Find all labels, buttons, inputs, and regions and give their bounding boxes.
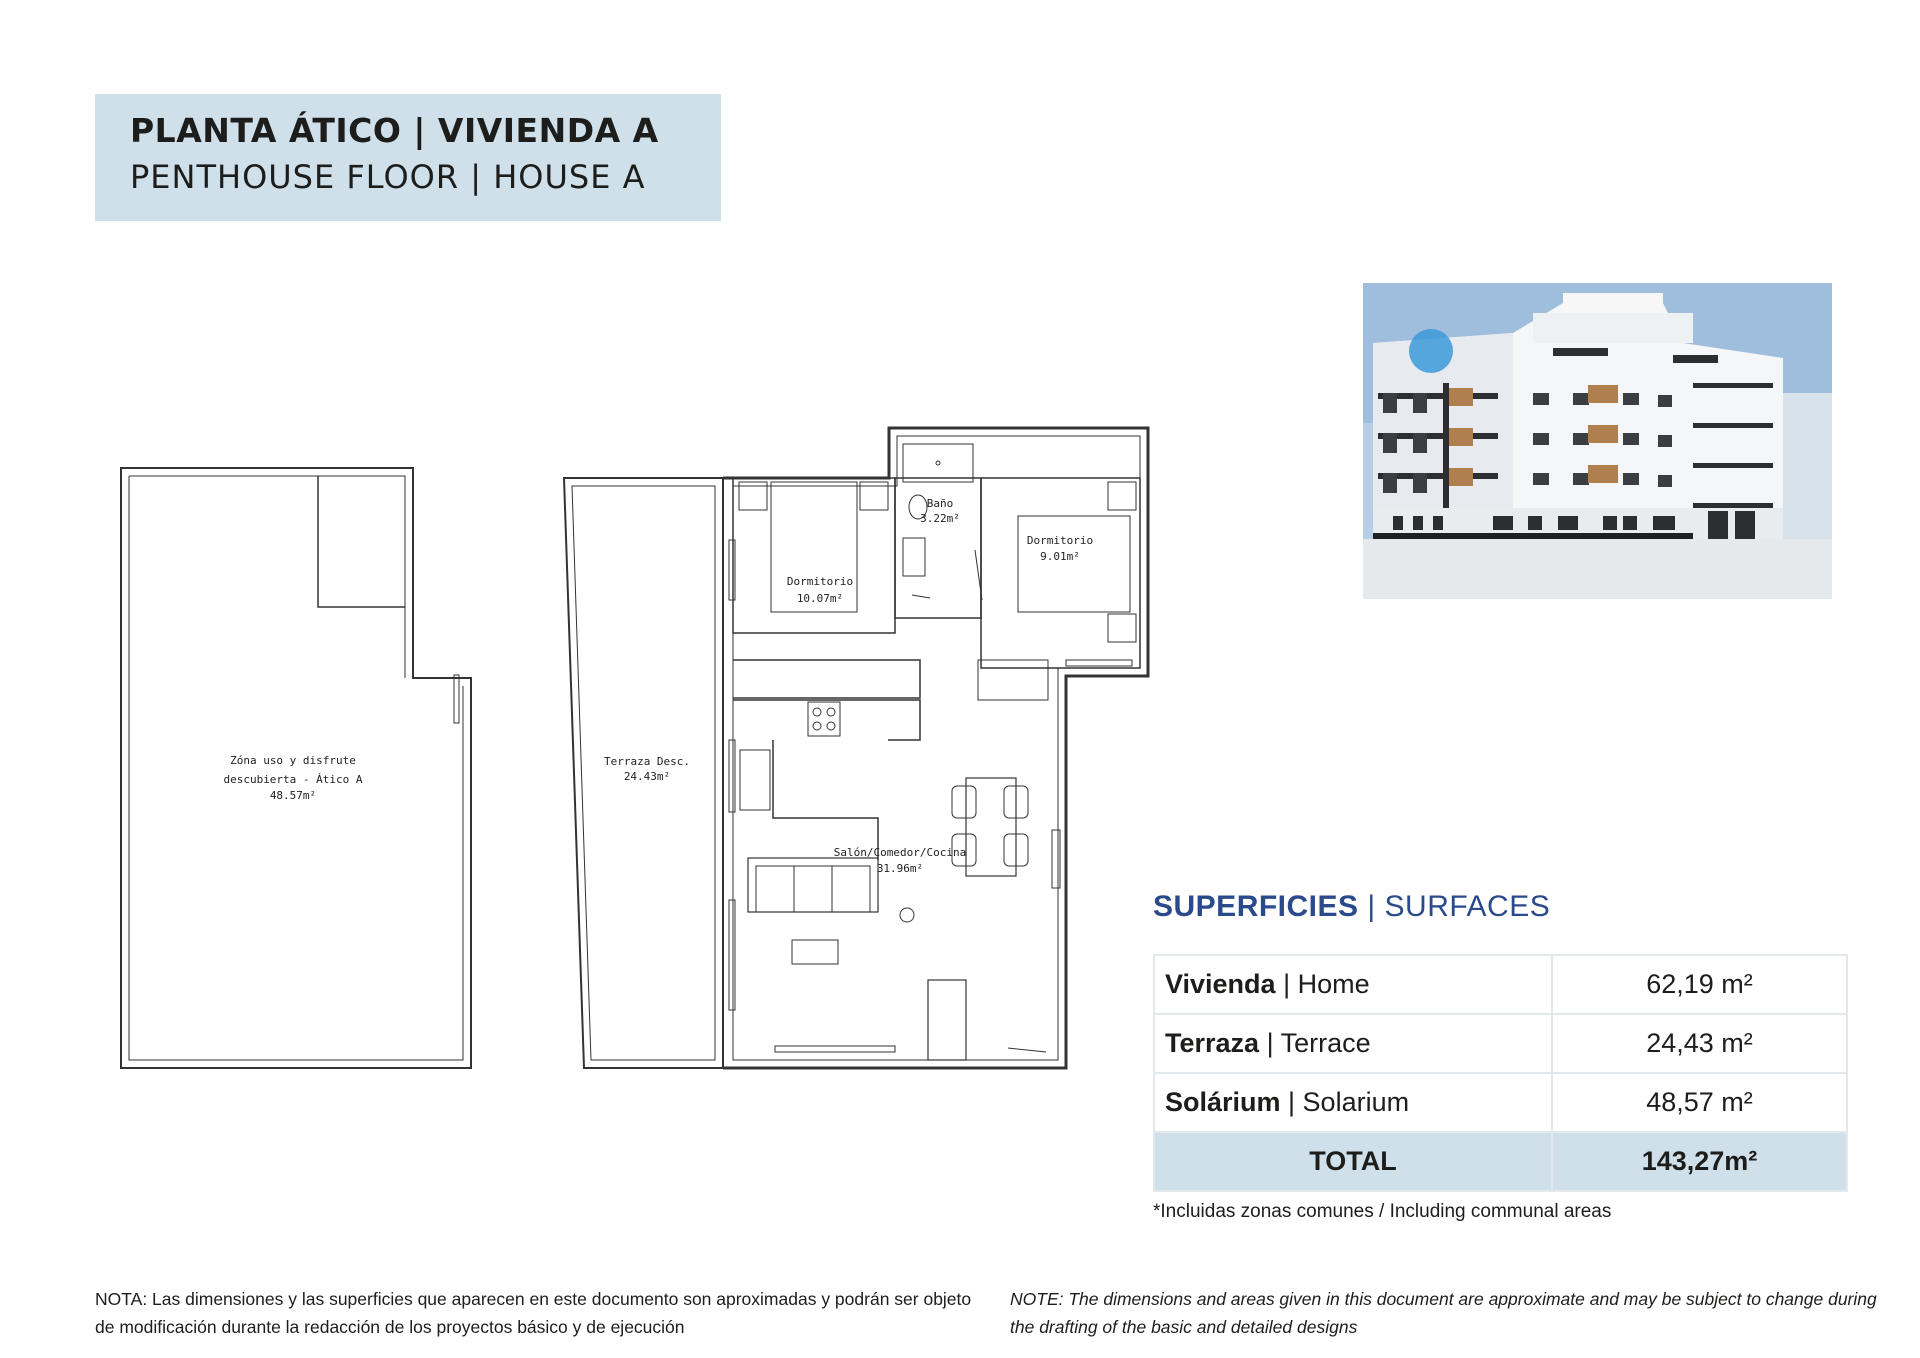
row-label <box>1154 1014 1552 1073</box>
solarium-area: 48.57m² <box>269 789 317 802</box>
table-row <box>1154 1073 1847 1132</box>
surfaces-title-separator: | <box>1358 890 1385 923</box>
row-label-normal: | Solarium <box>1280 1087 1410 1117</box>
row-label-normal: | Terrace <box>1259 1028 1371 1058</box>
surfaces-title-english: SURFACES <box>1384 890 1551 923</box>
bedroom-1-area: 10.07m² <box>796 592 844 605</box>
row-value: 24,43 m² <box>1552 1014 1847 1073</box>
terrace-area: 24.43m² <box>623 770 671 783</box>
row-value: 62,19 m² <box>1552 955 1847 1014</box>
note-english: NOTE: The dimensions and areas given in this document are approximate and may be subject to change during the drafting of the basic and detailed designs <box>1010 1289 1877 1337</box>
solarium-label-2: descubierta - Ático A <box>223 773 363 786</box>
row-label-bold: Terraza <box>1165 1028 1260 1058</box>
building-render <box>1363 283 1832 599</box>
bedroom-1-label: Dormitorio <box>786 575 854 588</box>
row-label-bold: Solárium <box>1165 1087 1281 1117</box>
total-label: TOTAL <box>1154 1132 1552 1191</box>
surfaces-table <box>1153 954 1848 1192</box>
living-area: 31.96m² <box>876 862 924 875</box>
note-spanish: NOTA: Las dimensiones y las superficies que aparecen en este documento son aproximadas y podrán ser objeto de modificación durante la redacción de los proyectos básico y de ejecución <box>95 1289 972 1337</box>
row-value: 48,57 m² <box>1552 1073 1847 1132</box>
total-value: 143,27m² <box>1552 1132 1847 1191</box>
table-row <box>1154 1014 1847 1073</box>
row-label-normal: | Home <box>1275 969 1370 999</box>
row-label-bold: Vivienda <box>1165 969 1276 999</box>
surfaces-title <box>1153 890 1550 924</box>
surfaces-title-bold: SUPERFICIES <box>1153 890 1359 923</box>
total-row <box>1154 1132 1847 1191</box>
table-row <box>1154 955 1847 1014</box>
terrace-label: Terraza Desc. <box>603 755 691 768</box>
title-english: PENTHOUSE FLOOR | HOUSE A <box>130 158 646 196</box>
bathroom-label: Baño <box>926 497 954 510</box>
title-spanish: PLANTA ÁTICO | VIVIENDA A <box>130 111 659 150</box>
bathroom-area: 3.22m² <box>920 512 960 525</box>
living-label: Salón/Comedor/Cocina <box>833 846 967 859</box>
solarium-outline <box>121 468 471 1068</box>
solarium-label: Zóna uso y disfrute <box>230 754 356 767</box>
surfaces-footnote: *Incluidas zonas comunes / Including communal areas <box>1153 1201 1612 1222</box>
bedroom-2-label: Dormitorio <box>1026 534 1094 547</box>
bedroom-2-area: 9.01m² <box>1040 550 1080 563</box>
row-label <box>1154 955 1552 1014</box>
row-label <box>1154 1073 1552 1132</box>
